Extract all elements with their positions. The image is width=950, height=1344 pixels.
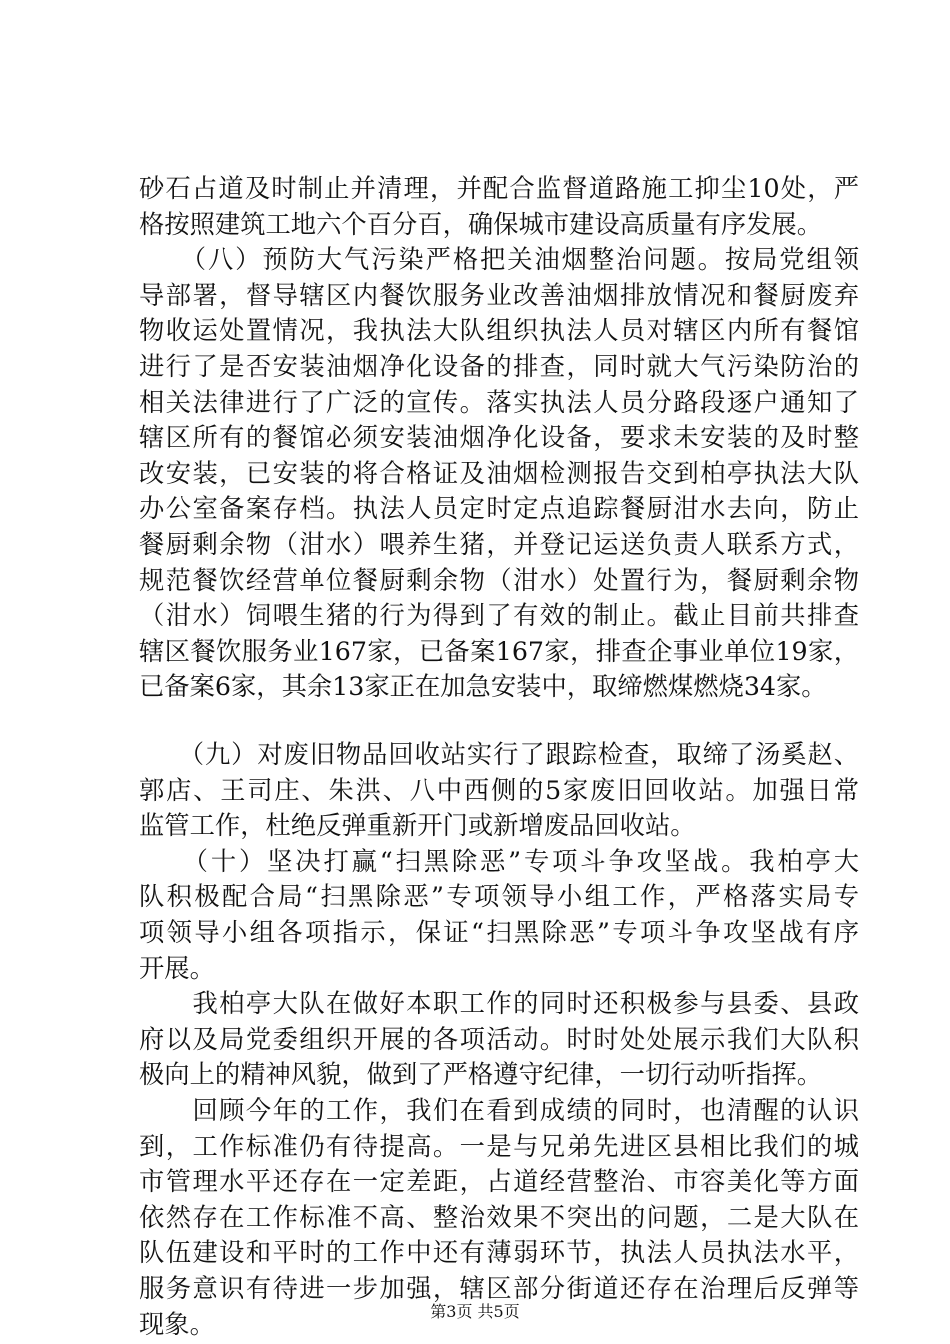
text-line: 府以及局党委组织开展的各项活动。时时处处展示我们大队积 <box>139 1024 859 1054</box>
text-line: 砂石占道及时制止并清理，并配合监督道路施工抑尘10处，严 <box>139 174 859 203</box>
text-line: 改安装，已安装的将合格证及油烟检测报告交到柏亭执法大队 <box>139 458 859 488</box>
text-line: 队伍建设和平时的工作中还有薄弱环节，执法人员执法水平， <box>139 1238 859 1268</box>
text-line: 队积极配合局“扫黑除恶”专项领导小组工作，严格落实局专 <box>139 882 859 912</box>
text-line: 我柏亭大队在做好本职工作的同时还积极参与县委、县政 <box>139 989 859 1019</box>
text-line: 已备案6家，其余13家正在加急安装中，取缔燃煤燃烧34家。 <box>139 672 827 702</box>
paragraph-heading-line: （八）预防大气污染严格把关油烟整治问题。按局党组领 <box>139 245 859 275</box>
page-number-footer: 第3页 共5页 <box>430 1302 520 1321</box>
text-line: 极向上的精神风貌，做到了严格遵守纪律，一切行动听指挥。 <box>139 1060 823 1090</box>
text-line: 办公室备案存档。执法人员定时定点追踪餐厨泔水去向，防止 <box>139 494 859 524</box>
text-line: 格按照建筑工地六个百分百，确保城市建设高质量有序发展。 <box>139 209 823 239</box>
text-line: 辖区所有的餐馆必须安装油烟净化设备，要求未安装的及时整 <box>139 423 859 453</box>
text-line: 服务意识有待进一步加强，辖区部分街道还存在治理后反弹等 <box>139 1274 859 1303</box>
text-line: 物收运处置情况，我执法大队组织执法人员对辖区内所有餐馆 <box>139 316 859 346</box>
text-line: 相关法律进行了广泛的宣传。落实执法人员分路段逐户通知了 <box>139 387 859 417</box>
text-line: 郭店、王司庄、朱洪、八中西侧的5家废旧回收站。加强日常 <box>139 775 859 805</box>
paragraph-heading-line: （十）坚决打赢“扫黑除恶”专项斗争攻坚战。我柏亭大 <box>139 846 859 876</box>
text-line: 到，工作标准仍有待提高。一是与兄弟先进区县相比我们的城 <box>139 1131 859 1161</box>
text-line: 开展。 <box>139 953 215 983</box>
text-line: 进行了是否安装油烟净化设备的排查，同时就大气污染防治的 <box>139 352 859 381</box>
text-line: 现象。 <box>139 1309 215 1339</box>
text-line: 监管工作，杜绝反弹重新开门或新增废品回收站。 <box>139 811 696 841</box>
paragraph-heading-line: （九）对废旧物品回收站实行了跟踪检查，取缔了汤奚赵、 <box>139 740 859 769</box>
text-line: 导部署，督导辖区内餐饮服务业改善油烟排放情况和餐厨废弃 <box>139 280 859 310</box>
text-line: （泔水）饲喂生猪的行为得到了有效的制止。截止目前共排查 <box>139 601 859 631</box>
text-line: 市管理水平还存在一定差距，占道经营整治、市容美化等方面 <box>139 1167 859 1197</box>
text-line: 辖区餐饮服务业167家，已备案167家，排查企事业单位19家， <box>139 636 859 666</box>
text-line: 餐厨剩余物（泔水）喂养生猪，并登记运送负责人联系方式， <box>139 530 859 559</box>
text-line: 依然存在工作标准不高、整治效果不突出的问题，二是大队在 <box>139 1202 859 1232</box>
text-line: 回顾今年的工作，我们在看到成绩的同时，也清醒的认识 <box>139 1096 859 1125</box>
text-line: 规范餐饮经营单位餐厨剩余物（泔水）处置行为，餐厨剩余物 <box>139 565 859 595</box>
text-line: 项领导小组各项指示，保证“扫黑除恶”专项斗争攻坚战有序 <box>139 918 859 947</box>
